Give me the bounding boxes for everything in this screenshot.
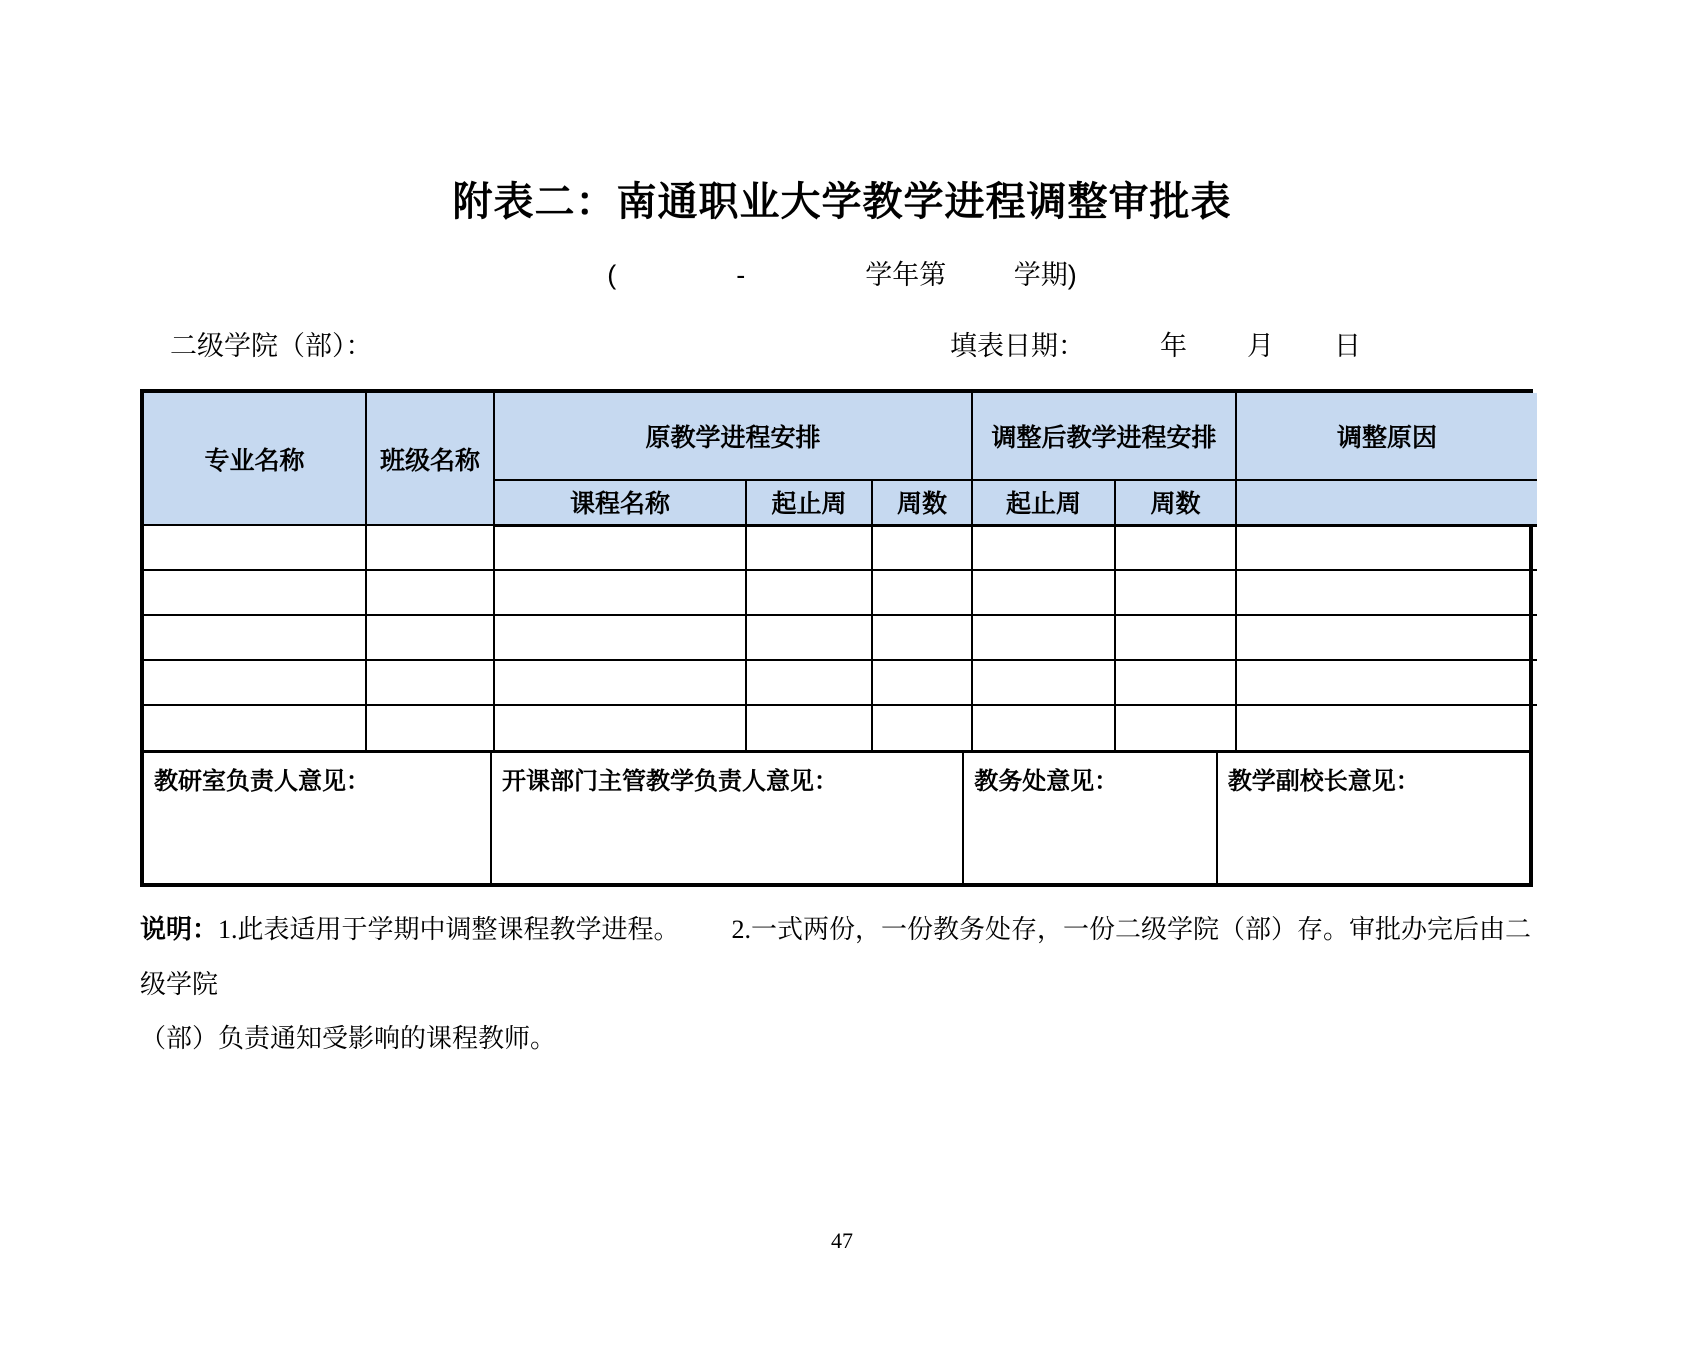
blank-cell xyxy=(1115,705,1236,750)
page-title: 附表二：南通职业大学教学进程调整审批表 xyxy=(452,180,1232,224)
blank-cell xyxy=(872,660,972,705)
blank-cell xyxy=(144,525,366,570)
blank-cell xyxy=(144,615,366,660)
table-row xyxy=(144,615,1537,660)
blank-cell xyxy=(366,525,494,570)
blank-cell xyxy=(494,525,746,570)
blank-cell xyxy=(972,660,1115,705)
blank-cell xyxy=(366,705,494,750)
blank-cell xyxy=(366,615,494,660)
header-original-group: 原教学进程安排 xyxy=(494,393,972,480)
opinion-row xyxy=(144,750,1529,883)
blank-cell xyxy=(1115,660,1236,705)
blank-cell xyxy=(494,570,746,615)
note-line1: 1.此表适用于学期中调整课程教学进程。 2.一式两份，一份教务处存，一份二级学院（部）存。审批办完后由二级学院 xyxy=(140,915,1532,999)
blank-cell xyxy=(872,525,972,570)
blank-cell xyxy=(1115,615,1236,660)
header-class-name: 班级名称 xyxy=(366,393,494,525)
page-number: 47 xyxy=(831,1228,853,1253)
header-adjusted-group: 调整后教学进程安排 xyxy=(972,393,1236,480)
blank-cell xyxy=(144,705,366,750)
header-major-name: 专业名称 xyxy=(144,393,366,525)
header-adj-week-count: 周数 xyxy=(1115,480,1236,525)
fill-date-label: 填表日期： 年 月 日 xyxy=(949,331,1361,361)
note-label: 说明： xyxy=(140,915,219,944)
blank-cell xyxy=(746,660,872,705)
academic-year-line: ( - 学年第 学期) xyxy=(607,260,1077,290)
blank-cell xyxy=(1236,615,1537,660)
blank-cell xyxy=(144,570,366,615)
blank-cell xyxy=(746,615,872,660)
approval-table xyxy=(140,389,1533,887)
blank-cell xyxy=(872,570,972,615)
opinion-academic-affairs-office: 教务处意见： xyxy=(964,753,1218,883)
note-text xyxy=(140,903,1540,1067)
blank-cell xyxy=(494,705,746,750)
blank-cell xyxy=(746,525,872,570)
blank-cell xyxy=(1236,660,1537,705)
blank-cell xyxy=(494,660,746,705)
table-row xyxy=(144,525,1537,570)
header-adj-week-range: 起止周 xyxy=(972,480,1115,525)
blank-cell xyxy=(1236,570,1537,615)
header-reason-subcell xyxy=(1236,480,1537,525)
blank-cell xyxy=(972,570,1115,615)
table-row xyxy=(144,705,1537,750)
blank-cell xyxy=(144,660,366,705)
blank-cell xyxy=(1236,705,1537,750)
blank-cell xyxy=(972,705,1115,750)
table-row xyxy=(144,570,1537,615)
header-course-name: 课程名称 xyxy=(494,480,746,525)
blank-cell xyxy=(872,615,972,660)
note-line2: （部）负责通知受影响的课程教师。 xyxy=(140,1024,557,1054)
header-orig-week-count: 周数 xyxy=(872,480,972,525)
blank-cell xyxy=(366,570,494,615)
blank-cell xyxy=(972,615,1115,660)
header-reason: 调整原因 xyxy=(1236,393,1537,480)
blank-cell xyxy=(872,705,972,750)
blank-cell xyxy=(1236,525,1537,570)
opinion-teaching-research-office: 教研室负责人意见： xyxy=(144,753,492,883)
blank-cell xyxy=(1115,570,1236,615)
table-row xyxy=(144,660,1537,705)
header-orig-week-range: 起止周 xyxy=(746,480,872,525)
blank-cell xyxy=(366,660,494,705)
blank-cell xyxy=(1115,525,1236,570)
blank-cell xyxy=(746,570,872,615)
opinion-course-department-head: 开课部门主管教学负责人意见： xyxy=(492,753,964,883)
meta-row xyxy=(140,324,1533,363)
blank-cell xyxy=(746,705,872,750)
blank-cell xyxy=(972,525,1115,570)
school-field-label: 二级学院（部）： xyxy=(170,331,373,361)
opinion-vice-president: 教学副校长意见： xyxy=(1227,768,1420,795)
blank-cell xyxy=(494,615,746,660)
